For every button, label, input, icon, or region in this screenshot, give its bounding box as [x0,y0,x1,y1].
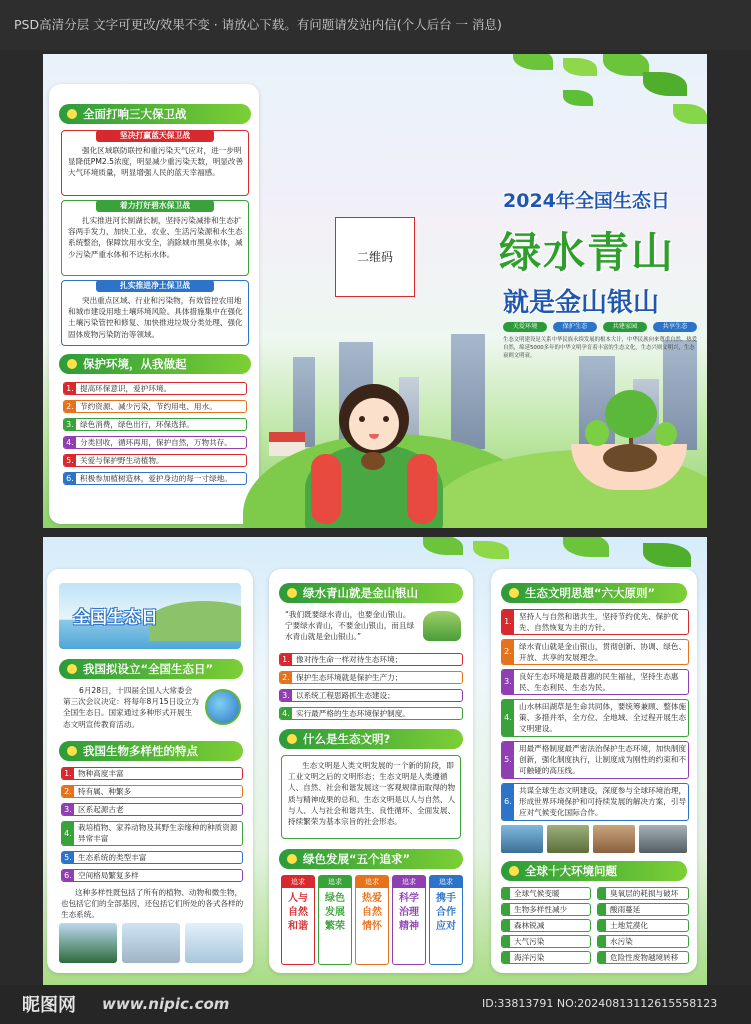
section-header: 我国生物多样性的特点 [59,741,243,761]
leaf-decoration [473,541,509,559]
environment-photo [639,825,687,853]
banner-title: 全国生态日 [73,608,158,628]
tree-icon [585,420,609,446]
birds-photo [122,923,180,963]
issue-item: 海洋污染 [501,951,591,964]
globe-icon [205,689,241,725]
list-item: 4. 栽培植物、家养动物及其野生亲缘种的种质资源异常丰富 [61,821,243,846]
list-item: 6. 空间格局繁复多样 [61,869,243,882]
list-item: 1. 像对待生命一样对待生态环境； [279,653,463,666]
cover-intro: 生态文明建设是关系中华民族永续发展的根本大计，中华民族向来尊重自然、热爱自然，绵延5000多年的中华文明孕育着丰富的生态文化。生态兴则文明兴，生态衰则文明衰。 [503,337,698,359]
principle-item: 3. 良好生态环境是最普惠的民生福祉，坚持生态惠民、生态利民、生态为民。 [501,669,689,695]
principle-item: 1. 坚持人与自然和谐共生，坚持节约优先、保护优先、自然恢复为主的方针。 [501,609,689,635]
section-header: 什么是生态文明? [279,729,463,749]
pursuit-card: 追求 热爱 自然 情怀 [355,875,389,965]
card-title: 扎实推进净土保卫战 [96,280,214,292]
left-panel [49,84,259,524]
section-header: 全面打响三大保卫战 [59,104,251,124]
cover-year-title: 2024年全国生态日 [503,190,670,212]
tag: 保护生态 [553,322,597,332]
tag: 关爱环境 [503,322,547,332]
footer-watermark [0,985,751,1024]
list-item: 1. 提高环保意识，爱护环境。 [63,382,247,395]
leaf-decoration [643,72,687,96]
girl-eye [359,416,365,422]
pursuit-card: 追求 绿色 发展 繁荣 [318,875,352,965]
leaf-decoration [423,537,463,555]
list-item: 5. 关爱与保护野生动植物。 [63,454,247,467]
leaf-decoration [513,54,553,70]
card-text: 强化区域联防联控和重污染天气应对，进一步明显降低PM2.5浓度，明显减少重污染天数，明显改善大气环境质量，明显增强人民的蓝天幸福感。 [68,146,244,178]
section-text: 这种多样性既包括了所有的植物、动物和微生物，也包括它们的全部基因，还包括它们所处的各式各样的生态系统。 [61,888,244,920]
tree-icon [605,390,657,438]
site-url[interactable]: www.nipic.com [102,995,230,1013]
leaf-decoration [673,104,707,124]
tag: 共享生态 [653,322,697,332]
card-title: 着力打好碧水保卫战 [96,200,214,212]
qr-code-placeholder: 二维码 [335,217,415,297]
definition-card [281,755,461,839]
environment-photo [547,825,589,853]
section-header: 绿水青山就是金山银山 [279,583,463,603]
principle-item: 5. 用最严格制度最严密法治保护生态环境，加快制度创新，强化制度执行，让制度成为刚性的约束和不可触碰的高压线。 [501,741,689,779]
quote-text: “我们既要绿水青山，也要金山银山。宁要绿水青山，不要金山银山，而且绿水青山就是金山银山。” [285,610,415,642]
list-item: 3. 区系起源古老 [61,803,243,816]
girl-arm [311,454,341,524]
issue-item: 水污染 [597,935,689,948]
cover-tags [503,322,703,332]
card-text: 扎实推进河长制湖长制，坚持污染减排和生态扩容两手发力，加快工业、农业、生活污染源和水生态系统整治，保障饮用水安全，消除城市黑臭水体，减少污染严重水体和不达标水体。 [68,216,243,259]
principle-item: 2. 绿水青山就是金山银山，贯彻创新、协调、绿色、开放、共享的发展理念。 [501,639,689,665]
principle-item: 4. 山水林田湖草是生命共同体，要统筹兼顾、整体施策、多措并举，全方位、全地域、全过程开展生态文明建设。 [501,699,689,737]
card-title: 坚决打赢蓝天保卫战 [96,130,214,142]
section-header: 我国拟设立“全国生态日” [59,659,243,679]
section-header: 全球十大环境问题 [501,861,687,881]
section-text: 6月28日，十四届全国人大常委会第三次会议决定：将每年8月15日设立为全国生态日。国家通过多种形式开展生态文明宣传教育活动。 [63,686,199,729]
soil-mound [361,452,385,470]
cover-main-title: 绿水青山 [499,228,676,277]
mountain-illustration [149,601,241,641]
environment-photo [501,825,543,853]
download-notice: PSD高清分层 文字可更改/效果不变 · 请放心下载。有问题请发站内信(个人后台 一 消息) [0,0,751,50]
girl-face [349,398,399,450]
col2-panel [269,569,473,973]
brochure-outside [43,54,707,528]
lake-photo [185,923,243,963]
issue-item: 酸雨蔓延 [597,903,689,916]
girl-eye [383,416,389,422]
list-item: 5. 生态系统的类型丰富 [61,851,243,864]
blue-sky-card [61,130,249,196]
list-item: 3. 以系统工程思路抓生态建设； [279,689,463,702]
pursuit-card: 追求 人与 自然 和谐 [281,875,315,965]
tree-icon [655,422,677,446]
leaf-decoration [643,543,691,567]
col3-panel [491,569,697,973]
soil-card [61,280,249,346]
environment-photo [593,825,635,853]
principle-item: 6. 共谋全球生态文明建设，深度参与全球环境治理，形成世界环境保护和可持续发展的解决方案，引导应对气候变化国际合作。 [501,783,689,821]
brochure-inside [43,537,707,985]
water-card [61,200,249,276]
list-item: 2. 节约资源、减少污染，节约用电、用水。 [63,400,247,413]
issue-item: 大气污染 [501,935,591,948]
list-item: 6. 积极参加植树造林，爱护身边的每一寸绿地。 [63,472,247,485]
ecology-day-banner [59,583,241,649]
issue-item: 生物多样性减少 [501,903,591,916]
issue-item: 土地荒漠化 [597,919,689,932]
girl-arm [407,454,437,524]
card-text: 突出重点区域、行业和污染物，有效管控农用地和城市建设用地土壤环境风险。具体措施集中在强化土壤污染管控和修复、加快推进垃圾分类处理、强化固体废物污染防治等领域。 [68,296,243,339]
definition-text: 生态文明是人类文明发展的一个新的阶段，即工业文明之后的文明形态；生态文明是人类遵循人、自然、社会和谐发展这一客观规律而取得的物质与精神成果的总和。生态文明是以人与自然、人与人、人与社会和谐共生、良性循环、全面发展、持续繁荣为基本宗旨的社会形态。 [288,761,456,827]
list-item: 4. 实行最严格的生态环境保护制度。 [279,707,463,720]
cover-subtitle: 就是金山银山 [503,288,660,318]
leaf-decoration [563,58,597,76]
section-header: 保护环境，从我做起 [59,354,251,374]
list-item: 4. 分类回收，循环再用，保护自然，万物共存。 [63,436,247,449]
pursuit-card: 追求 携手 合作 应对 [429,875,463,965]
list-item: 2. 特有属、种繁多 [61,785,243,798]
list-item: 2. 保护生态环境就是保护生产力； [279,671,463,684]
leaf-decoration [563,90,593,106]
pursuit-card: 追求 科学 治理 精神 [392,875,426,965]
section-header: 绿色发展“五个追求” [279,849,463,869]
issue-item: 全球气候变暖 [501,887,591,900]
building-illustration [451,334,485,449]
issue-item: 臭氧层的耗损与破坏 [597,887,689,900]
issue-item: 森林锐减 [501,919,591,932]
issue-item: 危险性废物越境转移 [597,951,689,964]
list-item: 3. 绿色消费，绿色出行，环保选择。 [63,418,247,431]
image-id-text: ID:33813791 NO:20240813112615558123 [482,997,718,1010]
site-logo: 昵图网 [22,995,76,1016]
section-header: 生态文明思想“六大原则” [501,583,687,603]
tag: 共建家园 [603,322,647,332]
landscape-photo [59,923,117,963]
mountain-icon [423,611,461,641]
leaf-decoration [563,537,609,557]
col1-panel [47,569,253,973]
list-item: 1. 物种高度丰富 [61,767,243,780]
